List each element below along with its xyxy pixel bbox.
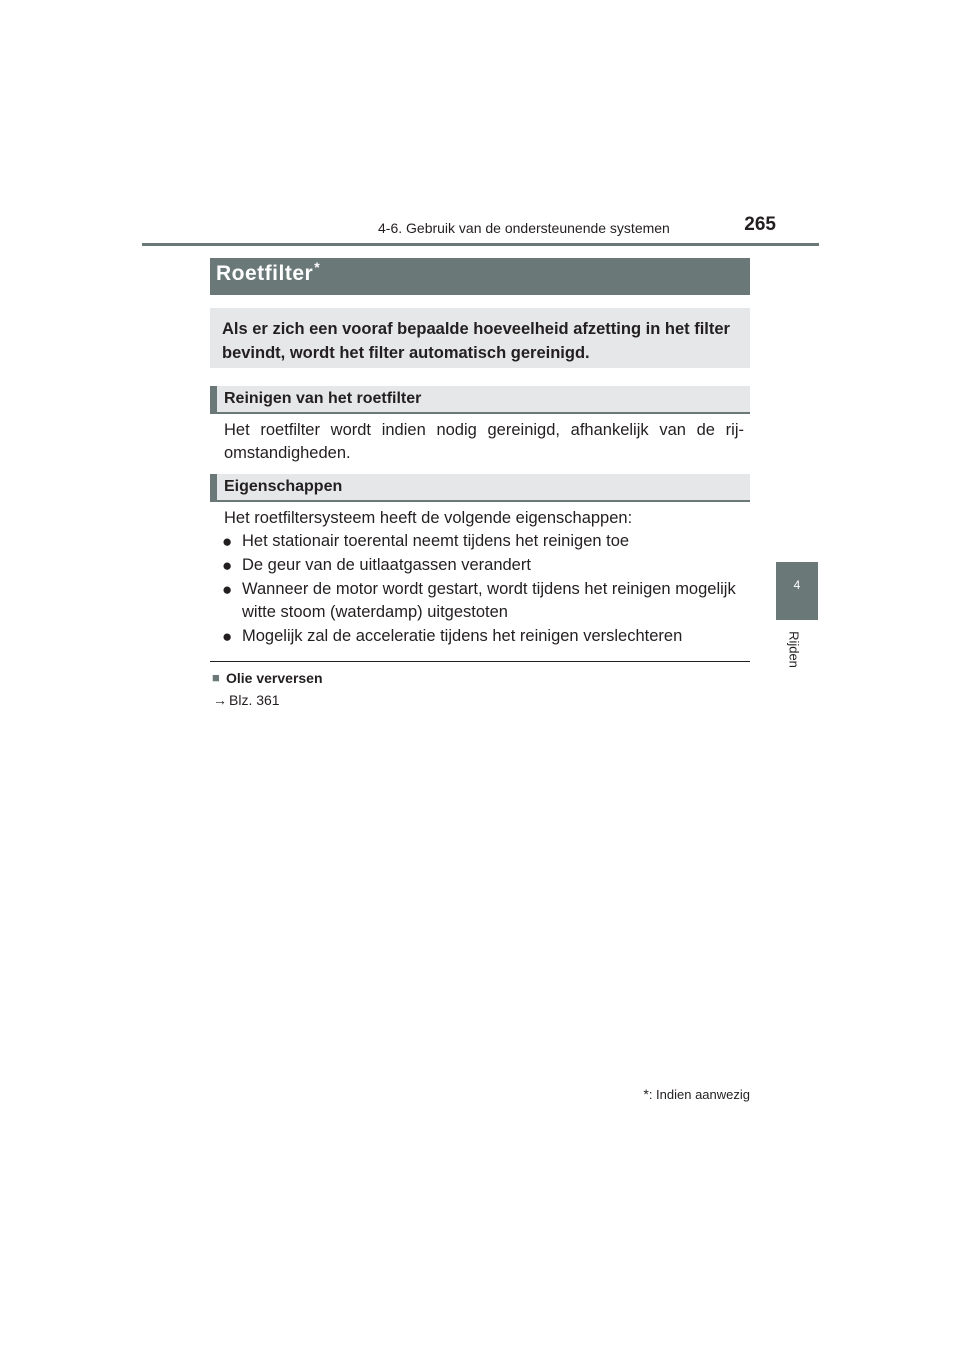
section-title-properties: Eigenschappen: [224, 478, 343, 495]
arrow-right-icon: →: [213, 692, 227, 708]
bullet-icon: ●: [222, 627, 233, 646]
page-number: 265: [744, 214, 776, 235]
asterisk-icon: *: [643, 1086, 649, 1102]
properties-intro: Het roetfiltersysteem heeft de volgende eigenschappen:: [224, 509, 633, 527]
section-accent: [210, 386, 217, 414]
page-reference-link[interactable]: Blz. 361: [229, 692, 280, 708]
chapter-label: Rijden: [786, 631, 802, 668]
bullet-icon: ●: [222, 580, 233, 599]
list-item-text: Mogelijk zal de acceleratie tijdens het reinigen verslechteren: [242, 627, 683, 645]
page-title-text: Roetfilter: [216, 262, 314, 285]
bullet-icon: ●: [222, 532, 233, 551]
page-title: [216, 259, 321, 286]
chapter-number: 4: [793, 578, 801, 592]
footnote: [598, 1086, 750, 1102]
list-item-text: Het stationair toerental neemt tijdens het reinigen toe: [242, 532, 630, 550]
header-rule: [142, 243, 819, 246]
square-bullet-icon: ■: [212, 670, 220, 685]
running-header: 4-6. Gebruik van de ondersteunende systemen: [378, 220, 670, 236]
bullet-icon: ●: [222, 556, 233, 575]
section-divider: [210, 661, 750, 662]
note-title: Olie verversen: [226, 670, 323, 686]
list-item-text: Wanneer de motor wordt gestart, wordt tijdens het reinigen mogelijk witte stoom (waterdamp) uitgestoten: [242, 580, 736, 621]
cleaning-paragraph: Het roetfilter wordt indien nodig gereinigd, afhankelijk van de rij-omstandigheden.: [224, 421, 744, 462]
footnote-text: : Indien aanwezig: [648, 1087, 750, 1102]
asterisk-icon: *: [314, 259, 321, 275]
section-accent: [210, 474, 217, 502]
list-item-text: De geur van de uitlaatgassen verandert: [242, 556, 531, 574]
section-title-cleaning: Reinigen van het roetfilter: [224, 390, 422, 407]
intro-text: Als er zich een vooraf bepaalde hoeveelheid afzetting in het filter bevindt, wordt het filter automatisch gereinigd.: [222, 320, 730, 362]
